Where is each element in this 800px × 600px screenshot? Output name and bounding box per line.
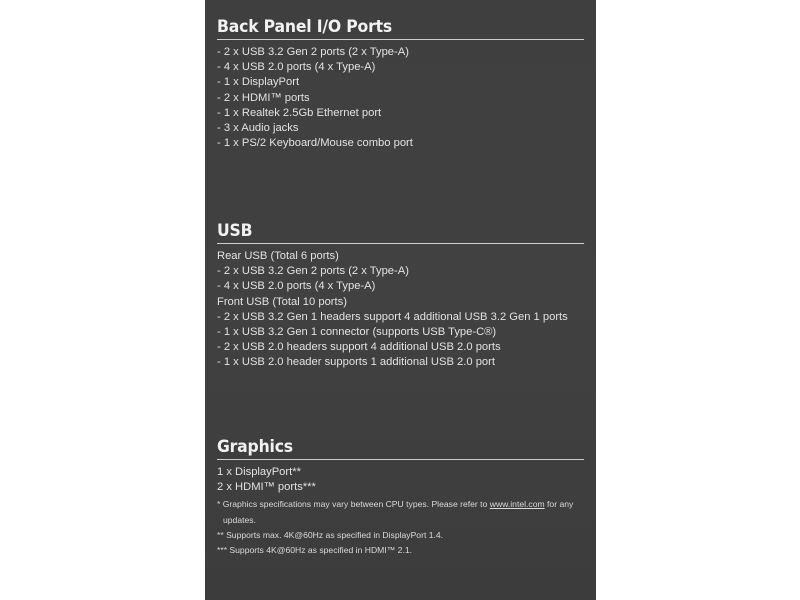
- list-item: 1 x DisplayPort**: [217, 466, 301, 478]
- list-item: Rear USB (Total 6 ports): [217, 250, 339, 262]
- list-item: - 2 x HDMI™ ports: [217, 91, 310, 104]
- graphics-section: [217, 436, 584, 558]
- footnote-text: for any: [544, 499, 574, 510]
- usb-list: [217, 249, 584, 371]
- back-panel-title: Back Panel I/O Ports: [217, 16, 584, 40]
- list-item: - 4 x USB 2.0 ports (4 x Type-A): [217, 280, 376, 293]
- back-panel-section: [217, 16, 584, 151]
- usb-section: [217, 220, 584, 371]
- back-panel-list: [217, 45, 584, 151]
- list-item: - 2 x USB 2.0 headers support 4 additional USB 2.0 ports: [217, 341, 501, 354]
- footnote-text: * Graphics specifications may vary between CPU types. Please refer to: [217, 499, 490, 510]
- usb-title: USB: [217, 220, 584, 244]
- list-item: - 2 x USB 3.2 Gen 2 ports (2 x Type-A): [217, 46, 409, 58]
- footnote: ** Supports max. 4K@60Hz as specified in DisplayPort 1.4.: [217, 529, 444, 540]
- spec-panel: [205, 0, 596, 600]
- list-item: - 1 x USB 2.0 header supports 1 additional USB 2.0 port: [217, 356, 495, 369]
- list-item: - 2 x USB 3.2 Gen 1 headers support 4 additional USB 3.2 Gen 1 ports: [217, 310, 568, 323]
- graphics-notes: [217, 497, 584, 558]
- footnote: *** Supports 4K@60Hz as specified in HDMI™ 2.1.: [217, 545, 413, 556]
- list-item: - 1 x USB 3.2 Gen 1 connector (supports USB Type-C®): [217, 326, 497, 339]
- list-item: - 1 x DisplayPort: [217, 76, 300, 89]
- list-item: - 2 x USB 3.2 Gen 2 ports (2 x Type-A): [217, 265, 409, 278]
- footnote-continuation: updates.: [223, 514, 256, 525]
- graphics-title: Graphics: [217, 436, 584, 460]
- list-item: - 1 x Realtek 2.5Gb Ethernet port: [217, 106, 382, 119]
- list-item: - 4 x USB 2.0 ports (4 x Type-A): [217, 61, 376, 74]
- list-item: 2 x HDMI™ ports***: [217, 481, 316, 494]
- footnote: [217, 497, 584, 512]
- graphics-list: [217, 465, 584, 495]
- intel-link[interactable]: www.intel.com: [489, 499, 545, 510]
- list-item: - 1 x PS/2 Keyboard/Mouse combo port: [217, 137, 413, 150]
- list-item: Front USB (Total 10 ports): [217, 295, 347, 308]
- list-item: - 3 x Audio jacks: [217, 122, 299, 135]
